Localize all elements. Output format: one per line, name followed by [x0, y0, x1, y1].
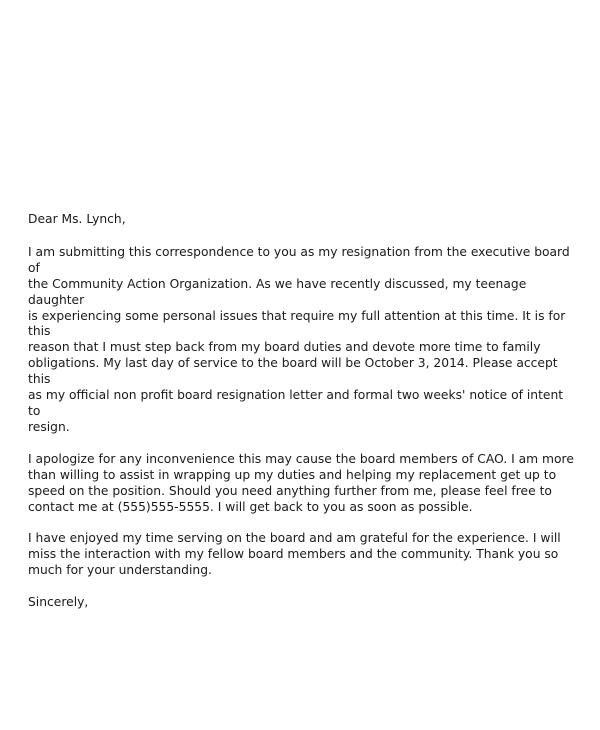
- letter-body: [28, 212, 576, 611]
- paragraph-gratitude: I have enjoyed my time serving on the board and am grateful for the experience. I will miss the interaction with my fellow board members and the community. Thank you so much for your understanding.: [28, 531, 561, 578]
- salutation: Dear Ms. Lynch,: [28, 212, 126, 226]
- paragraph-apology: I apologize for any inconvenience this may cause the board members of CAO. I am more than willing to assist in wrapping up my duties and helping my replacement get up to speed on the position. Should you need anything further from me, please feel free to contact me at (555)555-5555. I will get back to you as soon as possible.: [28, 451, 574, 514]
- closing: Sincerely,: [28, 595, 89, 610]
- paragraph-resignation: I am submitting this correspondence to you as my resignation from the executive board of the Community Action Organization. As we have recently discussed, my teenage daughter is experiencing some personal issues that require my full attention at this time. It is for this reason that I must step back from my board duties and devote more time to family obligations. My last day of service to the board will be October 3, 2014. Please accept this as my official non profit board resignation letter and formal two weeks' notice of intent to resign.: [28, 244, 570, 434]
